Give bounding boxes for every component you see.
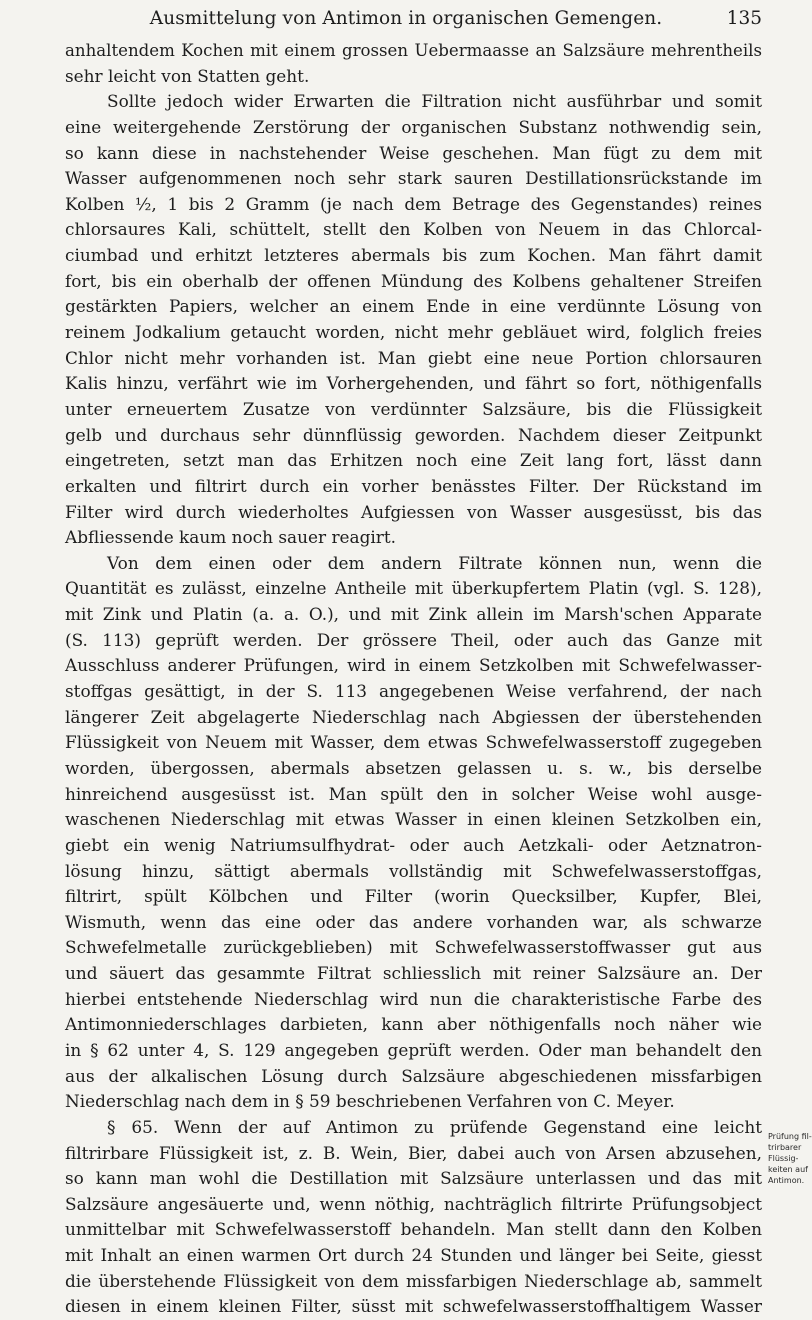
text-line: Filter wird durch wiederholtes Aufgiessen von Wasser ausgesüsst, bis das [65, 501, 762, 522]
text-line: hinreichend ausgesüsst ist. Man spült den in solcher Weise wohl ausge- [65, 783, 762, 804]
text-line: aus der alkalischen Lösung durch Salzsäure abgeschiedenen missfarbigen [65, 1065, 762, 1086]
text-line: Quantität es zulässt, einzelne Antheile mit überkupfertem Platin (vgl. S. 128), [65, 578, 762, 599]
text-line: fort, bis ein oberhalb der offenen Mündung des Kolbens gehaltener Streifen [65, 270, 762, 291]
margin-note [768, 1131, 812, 1186]
text-line: Wismuth, wenn das eine oder das andere vorhanden war, als schwarze [65, 911, 762, 932]
text-line: gestärkten Papiers, welcher an einem Ende in eine verdünnte Lösung von [65, 296, 762, 317]
text-line: ciumbad und erhitzt letzteres abermals bis zum Kochen. Man fährt damit [65, 245, 762, 266]
body-text [65, 38, 762, 1320]
text-line: filtrirt, spült Kölbchen und Filter (worin Quecksilber, Kupfer, Blei, [65, 886, 762, 907]
text-line: giebt ein wenig Natriumsulfhydrat- oder auch Aetzkali- oder Aetznatron- [65, 834, 762, 855]
text-line: worden, übergossen, abermals absetzen gelassen u. s. w., bis derselbe [65, 757, 762, 778]
text-line: mit Inhalt an einen warmen Ort durch 24 Stunden und länger bei Seite, giesst [65, 1245, 762, 1266]
text-line: Niederschlag nach dem in § 59 beschriebenen Verfahren von C. Meyer. [65, 1091, 675, 1112]
text-line: § 65. Wenn der auf Antimon zu prüfende Gegenstand eine leicht [107, 1116, 762, 1137]
text-line: stoffgas gesättigt, in der S. 113 angegebenen Weise verfahrend, der nach [65, 681, 762, 702]
text-line: (S. 113) geprüft werden. Der grössere Theil, oder auch das Ganze mit [65, 629, 762, 650]
text-line: lösung hinzu, sättigt abermals vollständig mit Schwefelwasserstoffgas, [65, 860, 762, 881]
text-line: hierbei entstehende Niederschlag wird nun die charakteristische Farbe des [65, 988, 762, 1009]
text-line: längerer Zeit abgelagerte Niederschlag nach Abgiessen der überstehenden [65, 706, 762, 727]
margin-note-line: Flüssig- [768, 1154, 799, 1163]
text-line: Von dem einen oder dem andern Filtrate können nun, wenn die [107, 552, 762, 573]
text-line: eingetreten, setzt man das Erhitzen noch eine Zeit lang fort, lässt dann [65, 450, 762, 471]
text-line: Abfliessende kaum noch sauer reagirt. [65, 527, 397, 548]
text-line: Chlor nicht mehr vorhanden ist. Man giebt eine neue Portion chlorsauren [65, 347, 762, 368]
text-line: unter erneuertem Zusatze von verdünnter Salzsäure, bis die Flüssigkeit [65, 398, 762, 419]
text-line: Kolben ½, 1 bis 2 Gramm (je nach dem Betrage des Gegenstandes) reines [65, 193, 762, 214]
text-line: Antimonniederschlages darbieten, kann aber nöthigenfalls noch näher wie [65, 1014, 762, 1035]
text-line: waschenen Niederschlag mit etwas Wasser in einen kleinen Setzkolben ein, [65, 809, 762, 830]
text-line: Kalis hinzu, verfährt wie im Vorhergehenden, und fährt so fort, nöthigenfalls [65, 373, 762, 394]
text-line: so kann man wohl die Destillation mit Salzsäure unterlassen und das mit [65, 1168, 762, 1189]
text-line: so kann diese in nachstehender Weise geschehen. Man fügt zu dem mit [65, 142, 762, 163]
text-line: anhaltendem Kochen mit einem grossen Uebermaasse an Salzsäure mehrentheils [65, 41, 762, 60]
margin-note-line: Prüfung fil- [768, 1132, 812, 1141]
text-line: Flüssigkeit von Neuem mit Wasser, dem etwas Schwefelwasserstoff zugegeben [65, 732, 762, 753]
text-line: diesen in einem kleinen Filter, süsst mit schwefelwasserstoffhaltigem Wasser [65, 1296, 762, 1317]
running-header [120, 2, 762, 36]
text-line: gelb und durchaus sehr dünnflüssig geworden. Nachdem dieser Zeitpunkt [65, 424, 762, 445]
margin-note-line: keiten auf [768, 1165, 808, 1174]
text-line: chlorsaures Kali, schüttelt, stellt den Kolben von Neuem in das Chlorcal- [65, 219, 762, 240]
text-line: Ausschluss anderer Prüfungen, wird in einem Setzkolben mit Schwefelwasser- [65, 655, 762, 676]
text-line: erkalten und filtrirt durch ein vorher benässtes Filter. Der Rückstand im [65, 475, 762, 496]
text-line: Salzsäure angesäuerte und, wenn nöthig, nachträglich filtrirte Prüfungsobject [65, 1193, 762, 1214]
text-line: die überstehende Flüssigkeit von dem missfarbigen Niederschlage ab, sammelt [65, 1270, 762, 1291]
text-line: Wasser aufgenommenen noch sehr stark sauren Destillationsrückstande im [65, 168, 762, 189]
text-line: in § 62 unter 4, S. 129 angegeben geprüft werden. Oder man behandelt den [65, 1039, 762, 1060]
margin-note-line: Antimon. [768, 1176, 805, 1185]
running-title: Ausmittelung von Antimon in organischen Gemengen. [149, 8, 663, 29]
text-line: reinem Jodkalium getaucht worden, nicht mehr gebläuet wird, folglich freies [65, 322, 762, 343]
page-number: 135 [726, 8, 762, 29]
text-line: filtrirbare Flüssigkeit ist, z. B. Wein, Bier, dabei auch von Arsen abzusehen, [65, 1142, 762, 1163]
margin-note-line: trirbarer [768, 1143, 802, 1152]
text-line: mit Zink und Platin (a. a. O.), und mit Zink allein im Marsh'schen Apparate [65, 604, 762, 625]
text-line: unmittelbar mit Schwefelwasserstoff behandeln. Man stellt dann den Kolben [65, 1219, 762, 1240]
text-line: sehr leicht von Statten geht. [65, 65, 310, 86]
text-line: Sollte jedoch wider Erwarten die Filtration nicht ausführbar und somit [107, 91, 762, 112]
text-line: Schwefelmetalle zurückgeblieben) mit Schwefelwasserstoffwasser gut aus [65, 937, 762, 958]
text-line: und säuert das gesammte Filtrat schliesslich mit reiner Salzsäure an. Der [65, 963, 762, 984]
text-line: eine weitergehende Zerstörung der organischen Substanz nothwendig sein, [65, 116, 762, 137]
